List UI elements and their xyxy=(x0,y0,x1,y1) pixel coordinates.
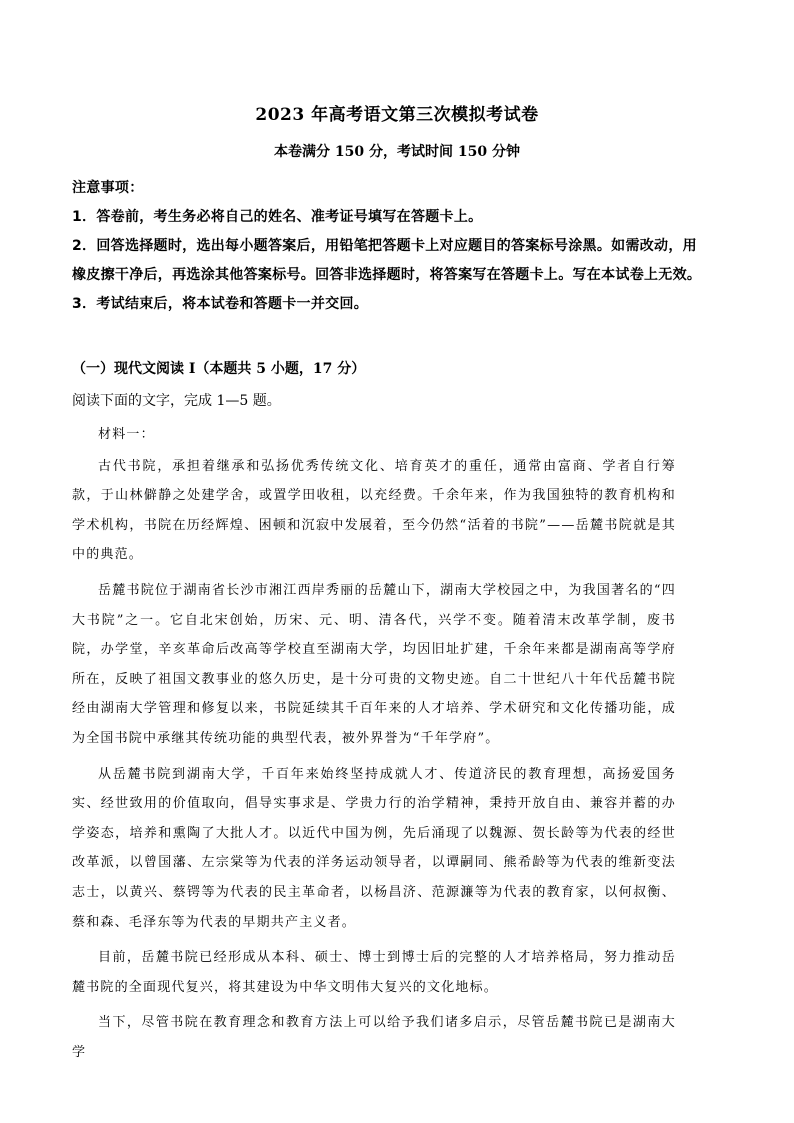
passage-paragraph: 当下，尽管书院在教育理念和教育方法上可以给予我们诸多启示，尽管岳麓书院已是湖南大学 xyxy=(72,1015,676,1060)
notes-item: 2．回答选择题时，选出每小题答案后，用铅笔把答题卡上对应题目的答案标号涂黑。如需改动，用橡皮擦干净后，再选涂其他答案标号。回答非选择题时，将答案写在答题卡上。写在本试卷上无效。 xyxy=(72,238,702,283)
notes-heading: 注意事项： xyxy=(72,180,144,196)
section-instruction: 阅读下面的文字，完成 1—5 题。 xyxy=(72,393,281,409)
notes-item: 3．考试结束后，将本试卷和答题卡一并交回。 xyxy=(72,296,369,312)
exam-subtitle: 本卷满分 150 分，考试时间 150 分钟 xyxy=(274,144,520,160)
passage-label: 材料一： xyxy=(98,427,155,442)
reading-passage xyxy=(72,420,676,1073)
passage-paragraph: 从岳麓书院到湖南大学，千百年来始终坚持成就人才、传道济民的教育理想，高扬爱国务实、经世致用的价值取向，倡导实事求是、学贵力行的治学精神，秉持开放自由、兼容并蓄的办学姿态，培养和熏陶了大批人才。以近代中国为例，先后涌现了以魏源、贺长龄等为代表的经世改革派，以曾国藩、左宗棠等为代表的洋务运动领导者，以谭嗣同、熊希龄等为代表的维新变法志士，以黄兴、蔡锷等为代表的民主革命者，以杨昌济、范源濂等为代表的教育家，以何叔衡、蔡和森、毛泽东等为代表的早期共产主义者。 xyxy=(72,766,676,930)
exam-notes xyxy=(72,174,704,319)
exam-title: 2023 年高考语文第三次模拟考试卷 xyxy=(255,105,539,125)
passage-paragraph: 岳麓书院位于湖南省长沙市湘江西岸秀丽的岳麓山下，湖南大学校园之中，为我国著名的“四大书院”之一。它自北宋创始，历宋、元、明、清各代，兴学不变。随着清末改革学制，废书院，办学堂，辛亥革命后改高等学校直至湖南大学，均因旧址扩建，千余年来都是湖南高等学府所在，反映了祖国文教事业的悠久历史，是十分可贵的文物史迹。自二十世纪八十年代岳麓书院经由湖南大学管理和修复以来，书院延续其千百年来的人才培养、学术研究和文化传播功能，成为全国书院中承继其传统功能的典型代表，被外界誉为“千年学府”。 xyxy=(72,582,676,746)
section-heading: （一）现代文阅读 I（本题共 5 小题，17 分） xyxy=(72,361,366,377)
notes-item: 1．答卷前，考生务必将自己的姓名、准考证号填写在答题卡上。 xyxy=(72,209,483,225)
passage-paragraph: 目前，岳麓书院已经形成从本科、硕士、博士到博士后的完整的人才培养格局，努力推动岳麓书院的全面现代复兴，将其建设为中华文明伟大复兴的文化地标。 xyxy=(72,950,676,995)
passage-paragraph: 古代书院，承担着继承和弘扬优秀传统文化、培育英才的重任，通常由富商、学者自行筹款，于山林僻静之处建学舍，或置学田收租，以充经费。千余年来，作为我国独特的教育机构和学术机构，书院在历经辉煌、困顿和沉寂中发展着，至今仍然“活着的书院”——岳麓书院就是其中的典范。 xyxy=(72,458,676,563)
